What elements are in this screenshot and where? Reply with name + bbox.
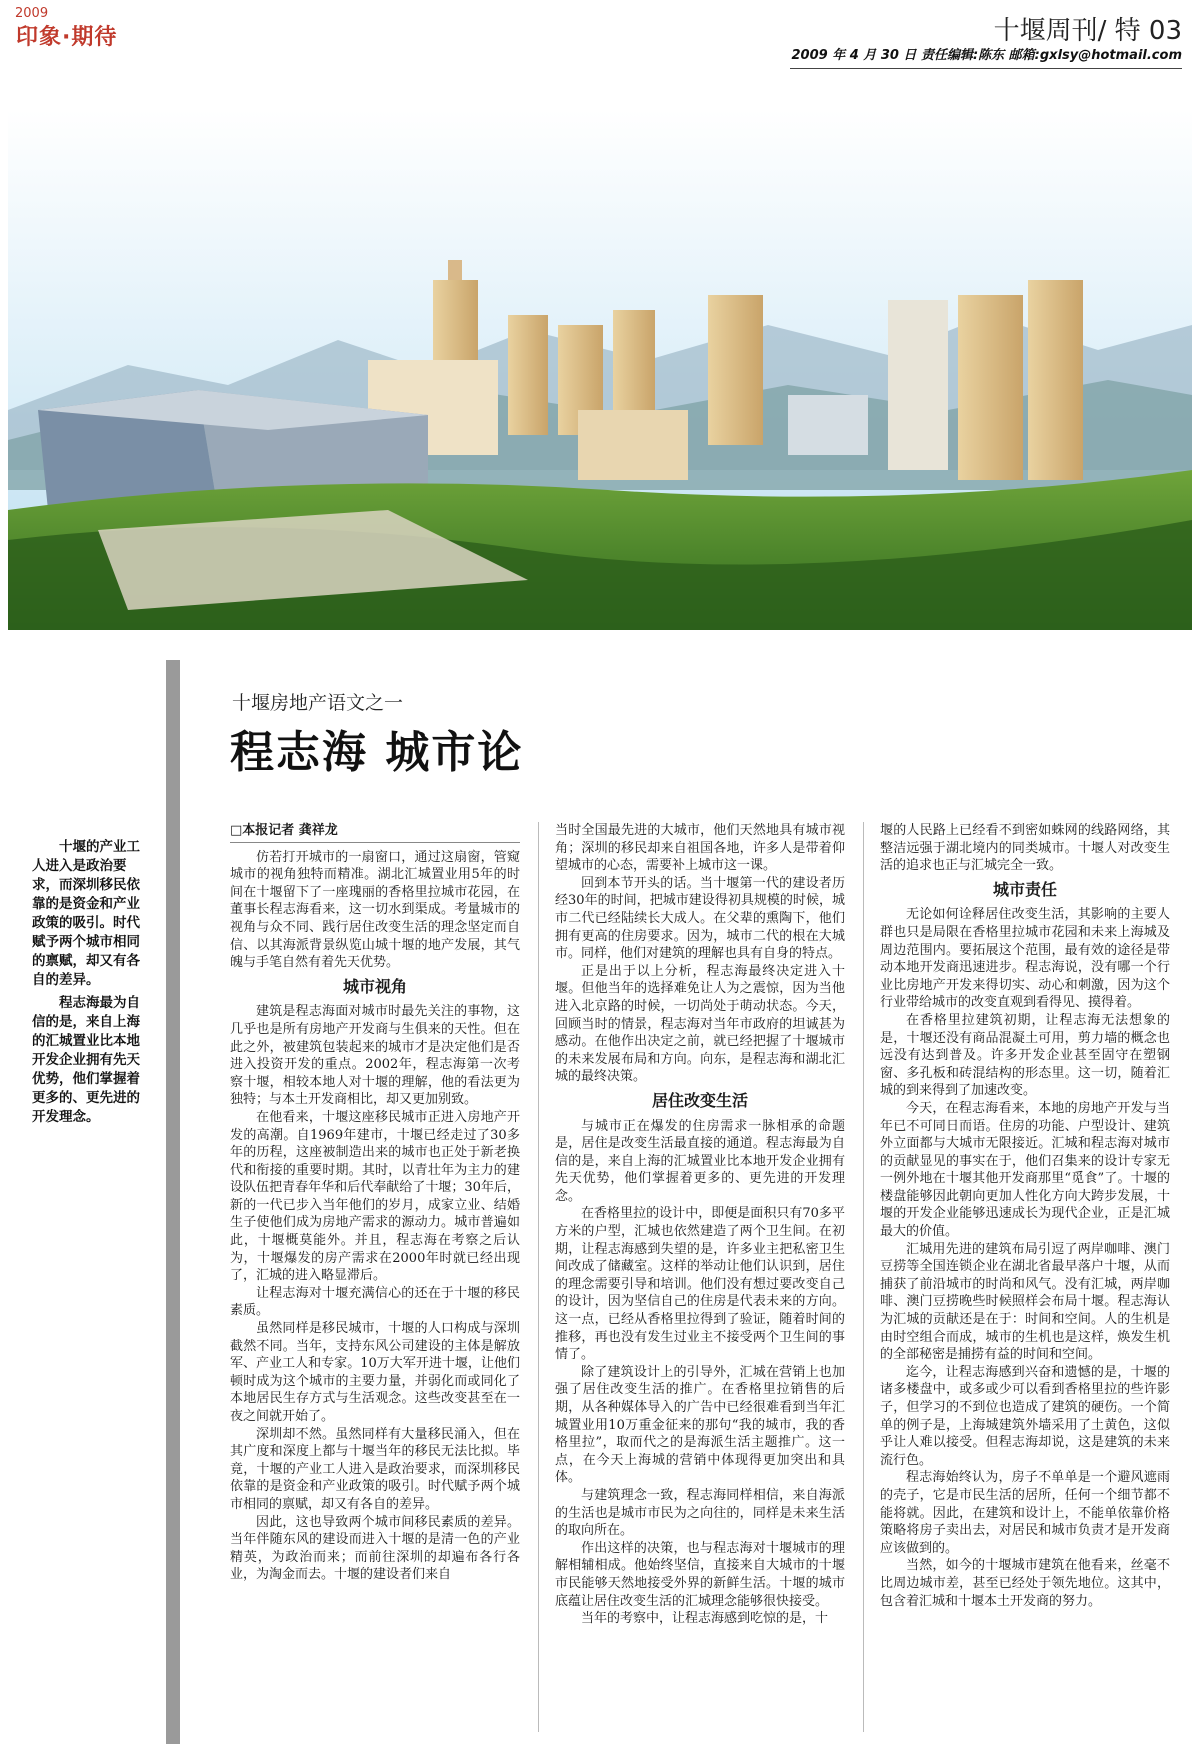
paragraph: 当然，如今的十堰城市建筑在他看来，丝毫不比周边城市差，甚至已经处于领先地位。这其中，包含着汇城和十堰本土开发商的努力。 — [880, 1558, 1170, 1609]
paragraph: 程志海始终认为，房子不单单是一个避风遮雨的壳子，它是市民生活的居所，任何一个细节都不能将就。因此，在建筑和设计上，不能单依靠价格策略将房子卖出去，对居民和城市负责才是开发商应该做到的。 — [880, 1470, 1170, 1556]
article-column-2 — [555, 822, 845, 1628]
paragraph: 回到本节开头的话。当十堰第一代的建设者历经30年的时间，把城市建设得初具规模的时候，城市二代已经陆续长大成人。在父辈的熏陶下，他们拥有更高的住房要求。因为，城市二代的根在大城市。同样，他们对建筑的理解也具有自身的特点。 — [555, 875, 845, 962]
pull-quote-2: 程志海最为自信的是，来自上海的汇城置业比本地开发企业拥有先天优势，他们掌握着更多的、更先进的开发理念。 — [32, 995, 140, 1125]
paragraph: 当年的考察中，让程志海感到吃惊的是，十 — [581, 1611, 829, 1627]
paragraph: 仿若打开城市的一扇窗口，通过这扇窗，管窥城市的视角独特而精准。湖北汇城置业用5年的时间在十堰留下了一座瑰丽的香格里拉城市花园，在董事长程志海看来，这一切水到渠成。考量城市的视角与众不同、践行居住改变生活的理念坚定而自信、以其海派背景纵览山城十堰的地产发展，其气魄与手笔自然有着先天优势。 — [230, 849, 520, 971]
city-rendering-photo — [8, 110, 1192, 630]
paragraph: 让程志海对十堰充满信心的还在于十堰的移民素质。 — [230, 1285, 520, 1319]
paragraph: 汇城用先进的建筑布局引逗了两岸咖啡、澳门豆捞等全国连锁企业在湖北省最早落户十堰，从而捕获了前沿城市的时尚和风气。没有汇城，两岸咖啡、澳门豆捞晚些时候照样会布局十堰。程志海认为汇城的贡献还是在于：时间和空间。人的生机是由时空组合而成，城市的生机也是这样，焕发生机的全部秘密是捕捞有益的时间和空间。 — [880, 1241, 1170, 1363]
logo-year: 2009 — [15, 6, 49, 21]
issue-info: 2009 年 4 月 30 日 责任编辑:陈东 邮箱:gxlsy@hotmail.com — [791, 48, 1182, 63]
paragraph: 在香格里拉的设计中，即便是面积只有70多平方米的户型，汇城也依然建造了两个卫生间。在初期，让程志海感到失望的是，许多业主把私密卫生间改成了储藏室。这样的举动让他们认识到，居住的理念需要引导和培训。他们没有想过要改变自己的设计，因为坚信自己的住房是代表未来的方向。这一点，已经从香格里拉得到了验证，随着时间的推移，再也没有发生过业主不接受两个卫生间的事情了。 — [555, 1206, 845, 1363]
paragraph: 正是出于以上分析，程志海最终决定进入十堰。但他当年的选择难免让人为之震惊，因为当他进入北京路的时候，一切尚处于萌动状态。今天，回顾当时的情景，程志海对当年市政府的坦诚甚为感动。在他作出决定之前，就已经把握了十堰城市的未来发展布局和方向。向东，是程志海和湖北汇城的最终决策。 — [555, 963, 845, 1085]
article-column-3 — [880, 822, 1170, 1610]
header-rule — [790, 68, 1182, 69]
paragraph: 当时全国最先进的大城市，他们天然地具有城市视角；深圳的移民却来自祖国各地，许多人是带着仰望城市的心态，需要补上城市这一课。 — [555, 823, 845, 874]
section-heading: 城市视角 — [342, 976, 407, 996]
paragraph: 今天，在程志海看来，本地的房地产开发与当年已不可同日而语。住房的功能、户型设计、建筑外立面都与大城市无限接近。汇城和程志海对城市的贡献显见的事实在于，他们召集来的设计专家无一例外地在十堰其他开发商那里“觅食”了。十堰的楼盘能够因此朝向更加人性化方向大跨步发展，十堰的开发企业能够迅速成长为现代企业，正是汇城最大的价值。 — [880, 1100, 1170, 1240]
pull-quote-1: 十堰的产业工人进入是政治要求，而深圳移民依靠的是资金和产业政策的吸引。时代赋予两个城市相同的禀赋，却又有各自的差异。 — [32, 839, 140, 988]
paragraph: 因此，这也导致两个城市间移民素质的差异。当年伴随东风的建设而进入十堰的是清一色的产业精英，为政治而来；而前往深圳的却遍布各行各业，为淘金而去。十堰的建设者们来自 — [230, 1514, 520, 1583]
section-heading: 城市责任 — [992, 879, 1057, 899]
paragraph: 堰的人民路上已经看不到密如蛛网的线路网络，其整洁远强于湖北境内的同类城市。十堰人对改变生活的追求也正与汇城完全一致。 — [880, 823, 1170, 874]
column-divider — [538, 822, 539, 1732]
paragraph: 与建筑理念一致，程志海同样相信，来自海派的生活也是城市市民为之向往的，同样是未来生活的取向所在。 — [555, 1487, 845, 1539]
byline: □本报记者 龚祥龙 — [230, 822, 520, 843]
paragraph: 建筑是程志海面对城市时最先关注的事物，这几乎也是所有房地产开发商与生俱来的天性。但在此之外，被建筑包装起来的城市才是决定他们是否进入投资开发的重点。2002年，程志海第一次考察十堰，相较本地人对十堰的理解，他的看法更为独特；与本土开发商相比，却又更加别致。 — [230, 1004, 520, 1108]
article-kicker: 十堰房地产语文之一 — [232, 692, 404, 714]
column-divider — [863, 822, 864, 1732]
logo-title: 印象·期待 — [16, 25, 118, 50]
article-headline: 程志海 城市论 — [230, 727, 524, 778]
article-column-1 — [230, 822, 520, 1584]
section-heading: 居住改变生活 — [651, 1090, 748, 1110]
paragraph: 作出这样的决策，也与程志海对十堰城市的理解相辅相成。他始终坚信，直接来自大城市的十堰市民能够天然地接受外界的新鲜生活。十堰的城市底蕴让居住改变生活的汇城理念能够很快接受。 — [555, 1540, 845, 1609]
paragraph: 无论如何诠释居住改变生活，其影响的主要人群也只是局限在香格里拉城市花园和未来上海城及周边范围内。要拓展这个范围，最有效的途径是带动本地开发商迅速进步。程志海说，没有哪一个行业比房地产开发来得切实、动心和刺激，因为这个行业带给城市的改变直观到看得见、摸得着。 — [880, 907, 1170, 1011]
paragraph: 虽然同样是移民城市，十堰的人口构成与深圳截然不同。当年，支持东风公司建设的主体是解放军、产业工人和专家。10万大军开进十堰，让他们顿时成为这个城市的主要力量，并弱化而或同化了本地居民生存方式与生活观念。这些改变甚至在一夜之间就开始了。 — [230, 1321, 520, 1424]
masthead: 十堰周刊/ 特 03 — [993, 16, 1182, 46]
paragraph: 在他看来，十堰这座移民城市正进入房地产开发的高潮。自1969年建市，十堰已经走过了30多年的历程，这座被制造出来的城市也正处于新老换代和衔接的重要时期。其时，以青壮年为主力的建设队伍把青春年华和后代奉献给了十堰；30年后，新的一代已步入当年他们的岁月，成家立业、结婚生子使他们成为房地产需求的源动力。城市普遍如此，十堰概莫能外。并且，程志海在考察之后认为，十堰爆发的房产需求在2000年时就已经出现了，汇城的进入略显滞后。 — [230, 1109, 520, 1284]
paragraph: 除了建筑设计上的引导外，汇城在营销上也加强了居住改变生活的推广。在香格里拉销售的后期，从各种媒体导入的广告中已经很难看到当年汇城置业用10万重金征来的那句“我的城市，我的香格里拉”，取而代之的是海派生活主题推广。这一点，在今天上海城的营销中体现得更加突出和具体。 — [555, 1364, 845, 1486]
paragraph: 在香格里拉建筑初期，让程志海无法想象的是，十堰还没有商品混凝土可用，剪力墙的概念也远没有达到普及。许多开发企业甚至固守在塑钢窗、多孔板和砖混结构的形态里。这一切，随着汇城的到来得到了加速改变。 — [880, 1012, 1170, 1099]
paragraph: 与城市正在爆发的住房需求一脉相承的命题是，居住是改变生活最直接的通道。程志海最为自信的是，来自上海的汇城置业比本地开发企业拥有先天优势，他们掌握着更多的、更先进的开发理念。 — [555, 1118, 845, 1204]
city-rendering-svg — [8, 110, 1192, 630]
article-side-bar — [166, 660, 180, 1744]
paragraph: 迄今，让程志海感到兴奋和遗憾的是，十堰的诸多楼盘中，或多或少可以看到香格里拉的些许影子，但学习的不到位也造成了建筑的硬伤。一个简单的例子是，上海城建筑外墙采用了土黄色，这似乎让人难以接受。但程志海却说，这是建筑的未来流行色。 — [880, 1364, 1170, 1468]
paragraph: 深圳却不然。虽然同样有大量移民涌入，但在其广度和深度上都与十堰当年的移民无法比拟。毕竟，十堰的产业工人进入是政治要求，而深圳移民依靠的是资金和产业政策的吸引。时代赋予两个城市相同的禀赋，却又有各自的差异。 — [230, 1426, 520, 1512]
